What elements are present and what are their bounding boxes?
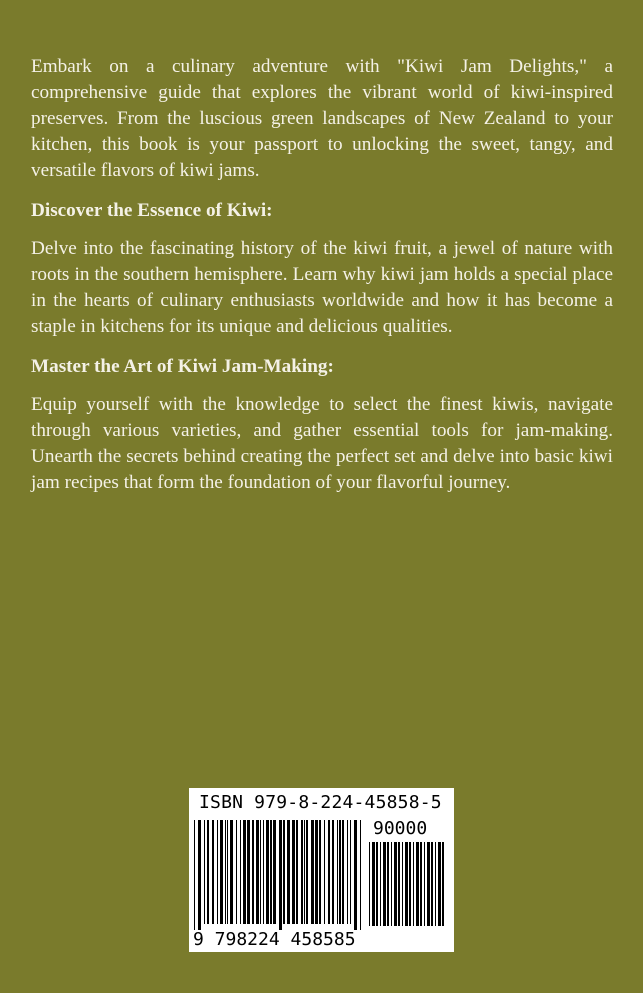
barcode-bar [217,820,218,924]
addon-barcode-bar [391,842,392,926]
barcode-bar [198,820,201,930]
isbn-label: ISBN 979-8-224-45858-5 [199,792,442,813]
barcode-bar [227,820,228,924]
barcode-bar [354,820,357,930]
addon-barcode-bar [442,842,444,926]
addon-barcode-bar [435,842,436,926]
barcode-bar [230,820,233,924]
addon-barcode-bar [431,842,433,926]
barcode-bar [225,820,226,924]
addon-barcode-bar [420,842,422,926]
addon-barcode-bar [394,842,397,926]
isbn-barcode [189,788,454,952]
barcode-bar [301,820,303,924]
barcode-bar [204,820,205,924]
barcode-bar [283,820,285,924]
description-block [31,54,613,510]
addon-barcode-bar [372,842,375,926]
barcode-bar [287,820,290,924]
section-heading-jam-making: Master the Art of Kiwi Jam-Making: [31,356,334,377]
barcode-bar [212,820,214,924]
addon-barcode-bar [402,842,403,926]
barcode-bar [304,820,305,924]
barcode-bar [332,820,334,924]
section-heading-essence: Discover the Essence of Kiwi: [31,200,273,221]
barcode-bar [194,820,195,930]
barcode-bar [306,820,308,924]
barcode-bar [220,820,223,924]
addon-barcode-bar [376,842,378,926]
addon-barcode-bar [380,842,381,926]
addon-barcode-bar [413,842,414,926]
intro-paragraph: Embark on a culinary adventure with "Kiwi Jam Delights," a comprehensive guide that explores the vibrant world of kiwi-inspired preserves. From the luscious green landscapes of New Zealand to your kitchen, this book is your passport to unlocking the sweet, tangy, and versatile flavors of kiwi jams. [31,56,613,181]
barcode-bar [263,820,264,924]
barcode-bar [342,820,344,924]
barcode-bar [337,820,338,924]
barcode-bar [207,820,209,924]
barcode-bar [270,820,272,924]
addon-barcode-bar [427,842,430,926]
ean-barcode-bars [194,820,364,930]
barcode-bar [273,820,276,924]
addon-barcode-bar [383,842,386,926]
addon-barcode-bar [424,842,425,926]
barcode-bar [279,820,282,930]
barcode-bar [319,820,321,924]
barcode-bar [360,820,361,930]
barcode-bar [292,820,295,924]
barcode-bar [256,820,259,924]
barcode-bar [315,820,318,924]
barcode-bar [243,820,246,924]
barcode-bar [260,820,261,924]
barcode-bar [247,820,250,924]
barcode-bar [240,820,241,924]
barcode-digits: 9 798224 458585 [193,929,356,950]
barcode-bar [236,820,237,924]
addon-barcode-bar [416,842,419,926]
barcode-bar [324,820,325,924]
barcode-bar [328,820,330,924]
barcode-bar [296,820,298,924]
addon-barcode-bar [409,842,411,926]
addon-barcode-bar [405,842,408,926]
barcode-bar [252,820,254,924]
barcode-bar [339,820,341,924]
barcode-bar [350,820,351,924]
addon-barcode-bars [369,842,447,930]
section-body-essence: Delve into the fascinating history of the kiwi fruit, a jewel of nature with roots in the southern hemisphere. Learn why kiwi jam holds a special place in the hearts of culinary enthusiasts worldwide and how it has become a staple in kitchens for its unique and delicious qualities. [31,238,613,337]
addon-barcode-bar [438,842,441,926]
price-code: 90000 [373,818,428,839]
barcode-bar [266,820,269,924]
addon-barcode-bar [387,842,389,926]
addon-barcode-bar [369,842,370,926]
barcode-bar [347,820,348,924]
section-body-jam-making: Equip yourself with the knowledge to select the finest kiwis, navigate through various varieties, and gather essential tools for jam-making. Unearth the secrets behind creating the perfect set and delve into basic kiwi jam recipes that form the foundation of your flavorful journey. [31,394,613,493]
addon-barcode-bar [398,842,400,926]
barcode-bar [311,820,314,924]
